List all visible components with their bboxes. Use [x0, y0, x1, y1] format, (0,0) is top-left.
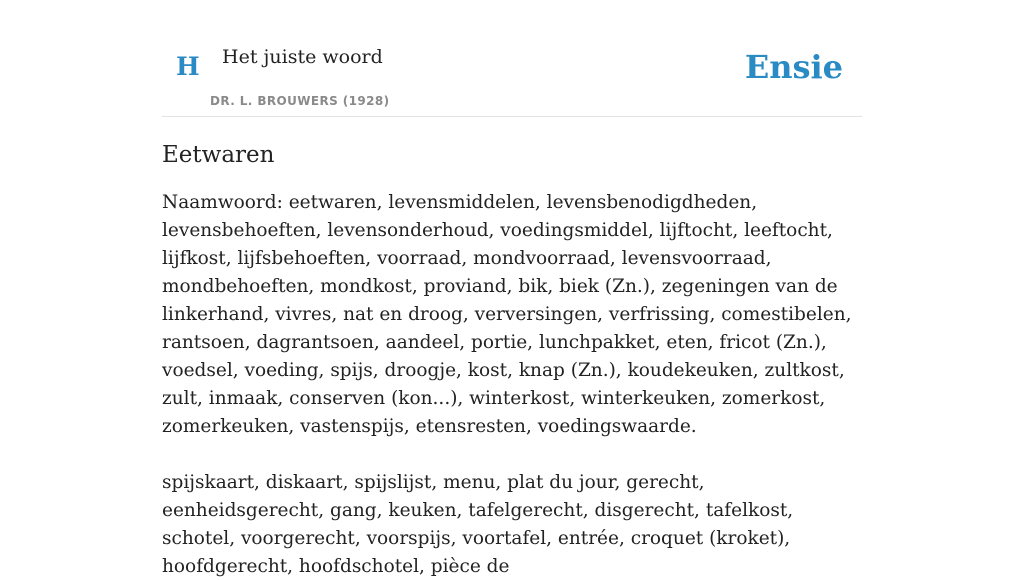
entry-paragraph: spijskaart, diskaart, spijslijst, menu, plat du jour, gerecht, eenheidsgerecht, gang, keuken, tafelgerecht, disgerecht, tafelkost, schotel, voorgerecht, voorspijs, voortafel, entrée, croquet (kroket), hoofdgerecht, hoofdschotel, pièce de [162, 471, 794, 577]
entry-headword: Eetwaren [162, 142, 275, 168]
book-title[interactable]: Het juiste woord [222, 46, 383, 68]
entry-paragraph: Naamwoord: eetwaren, levensmiddelen, levensbenodigdheden, levensbehoeften, levensonderhoud, voedingsmiddel, lijftocht, leeftocht, lijfkost, lijfsbehoeften, voorraad, mondvoorraad, levensvoorraad, mondbehoeften, mondkost, proviand, bik, biek (Zn.), zegeningen van de linkerhand, vivres, nat en droog, verversingen, verfrissing, comestibelen, rantsoen, dagrantsoen, aandeel, portie, lunchpakket, eten, fricot (Zn.), voedsel, voeding, spijs, droogje, kost, knap (Zn.), koudekeuken, zultkost, zult, inmaak, conserven (kon...), winterkost, winterkeuken, zomerkost, zomerkeuken, vastenspijs, etensresten, voedingswaarde. [162, 191, 852, 437]
ensie-logo-link[interactable]: Ensie [744, 48, 843, 86]
dictionary-page [162, 0, 862, 581]
book-icon[interactable]: H [176, 52, 200, 81]
book-author: DR. L. BROUWERS (1928) [210, 94, 390, 108]
entry-body [162, 189, 862, 581]
book-header [162, 0, 862, 117]
